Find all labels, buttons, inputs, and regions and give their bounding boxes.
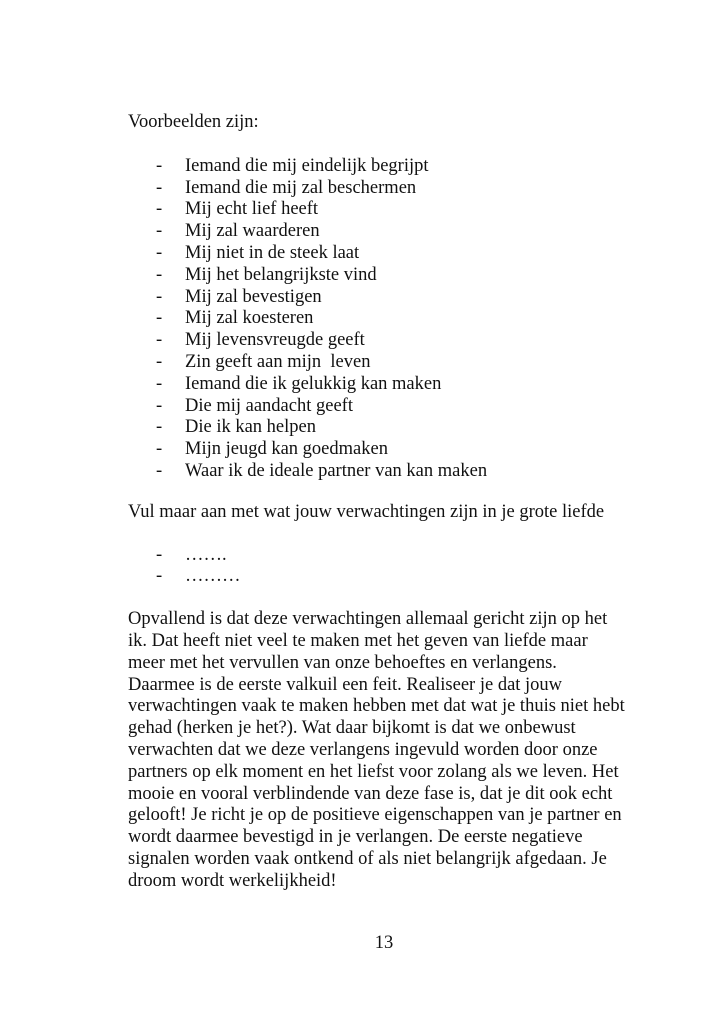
list-item bbox=[128, 439, 658, 461]
paragraph-line: mooie en vooral verblindende van deze fase is, dat je dit ook echt bbox=[128, 783, 613, 804]
list-dash: - bbox=[156, 221, 163, 242]
page-content bbox=[128, 112, 658, 893]
list-item bbox=[128, 374, 658, 396]
list-dash: - bbox=[156, 373, 163, 394]
list-item bbox=[128, 566, 658, 588]
fill-in-placeholder: ……… bbox=[185, 566, 241, 587]
list-dash: - bbox=[156, 199, 163, 220]
list-item-text: Mij zal waarderen bbox=[185, 221, 320, 242]
list-dash: - bbox=[156, 395, 163, 416]
list-item bbox=[128, 461, 658, 483]
examples-list bbox=[128, 156, 658, 483]
list-item bbox=[128, 308, 658, 330]
prompt-text: Vul maar aan met wat jouw verwachtingen zijn in je grote liefde bbox=[128, 501, 605, 522]
list-item-text: Mij niet in de steek laat bbox=[185, 242, 360, 263]
paragraph-line: droom wordt werkelijkheid! bbox=[128, 870, 337, 891]
list-dash: - bbox=[156, 439, 163, 460]
paragraph-line: signalen worden vaak ontkend of als niet belangrijk afgedaan. Je bbox=[128, 848, 607, 869]
list-item bbox=[128, 352, 658, 374]
list-item bbox=[128, 243, 658, 265]
list-dash: - bbox=[156, 351, 163, 372]
list-item bbox=[128, 221, 658, 243]
list-item-text: Iemand die mij eindelijk begrijpt bbox=[185, 155, 429, 176]
fill-in-placeholder: ……. bbox=[185, 544, 227, 565]
list-item bbox=[128, 156, 658, 178]
list-item-text: Die ik kan helpen bbox=[185, 417, 316, 438]
list-dash: - bbox=[156, 566, 163, 587]
paragraph-line: verwachtingen vaak te maken hebben met dat wat je thuis niet hebt bbox=[128, 696, 625, 717]
list-dash: - bbox=[156, 308, 163, 329]
body-paragraph bbox=[128, 609, 648, 892]
list-item bbox=[128, 178, 658, 200]
list-dash: - bbox=[156, 177, 163, 198]
paragraph-line: partners op elk moment en het liefst voor zolang als we leven. Het bbox=[128, 761, 619, 782]
list-item-text: Zin geeft aan mijn leven bbox=[185, 351, 371, 372]
list-item-text: Die mij aandacht geeft bbox=[185, 395, 353, 416]
list-dash: - bbox=[156, 330, 163, 351]
list-dash: - bbox=[156, 242, 163, 263]
paragraph-line: ik. Dat heeft niet veel te maken met het geven van liefde maar bbox=[128, 630, 588, 651]
list-item-text: Iemand die mij zal beschermen bbox=[185, 177, 417, 198]
list-dash: - bbox=[156, 460, 163, 481]
list-item-text: Iemand die ik gelukkig kan maken bbox=[185, 373, 442, 394]
paragraph-line: verwachten dat we deze verlangens ingevuld worden door onze bbox=[128, 739, 598, 760]
list-item-text: Mij echt lief heeft bbox=[185, 199, 319, 220]
list-dash: - bbox=[156, 417, 163, 438]
list-item bbox=[128, 199, 658, 221]
list-item bbox=[128, 417, 658, 439]
fill-in-list bbox=[128, 545, 658, 589]
paragraph-line: gehad (herken je het?). Wat daar bijkomt is dat we onbewust bbox=[128, 718, 576, 739]
list-item bbox=[128, 545, 658, 567]
list-item-text: Mij zal koesteren bbox=[185, 308, 314, 329]
paragraph-line: meer met het vervullen van onze behoeftes en verlangens. bbox=[128, 652, 557, 673]
list-dash: - bbox=[156, 264, 163, 285]
paragraph-line: wordt daarmee bevestigd in je verlangen. De eerste negatieve bbox=[128, 827, 583, 848]
list-dash: - bbox=[156, 286, 163, 307]
list-dash: - bbox=[156, 155, 163, 176]
list-dash: - bbox=[156, 544, 163, 565]
paragraph-line: Opvallend is dat deze verwachtingen allemaal gericht zijn op het bbox=[128, 609, 608, 630]
section-heading: Voorbeelden zijn: bbox=[128, 112, 259, 132]
paragraph-line: Daarmee is de eerste valkuil een feit. Realiseer je dat jouw bbox=[128, 674, 563, 695]
list-item-text: Mij levensvreugde geeft bbox=[185, 330, 365, 351]
list-item bbox=[128, 330, 658, 352]
list-item bbox=[128, 287, 658, 309]
list-item-text: Mij zal bevestigen bbox=[185, 286, 322, 307]
list-item-text: Mij het belangrijkste vind bbox=[185, 264, 377, 285]
list-item bbox=[128, 265, 658, 287]
list-item bbox=[128, 396, 658, 418]
page-number: 13 bbox=[374, 933, 394, 953]
list-item-text: Mijn jeugd kan goedmaken bbox=[185, 439, 388, 460]
paragraph-line: gelooft! Je richt je op de positieve eigenschappen van je partner en bbox=[128, 805, 622, 826]
list-item-text: Waar ik de ideale partner van kan maken bbox=[185, 460, 488, 481]
